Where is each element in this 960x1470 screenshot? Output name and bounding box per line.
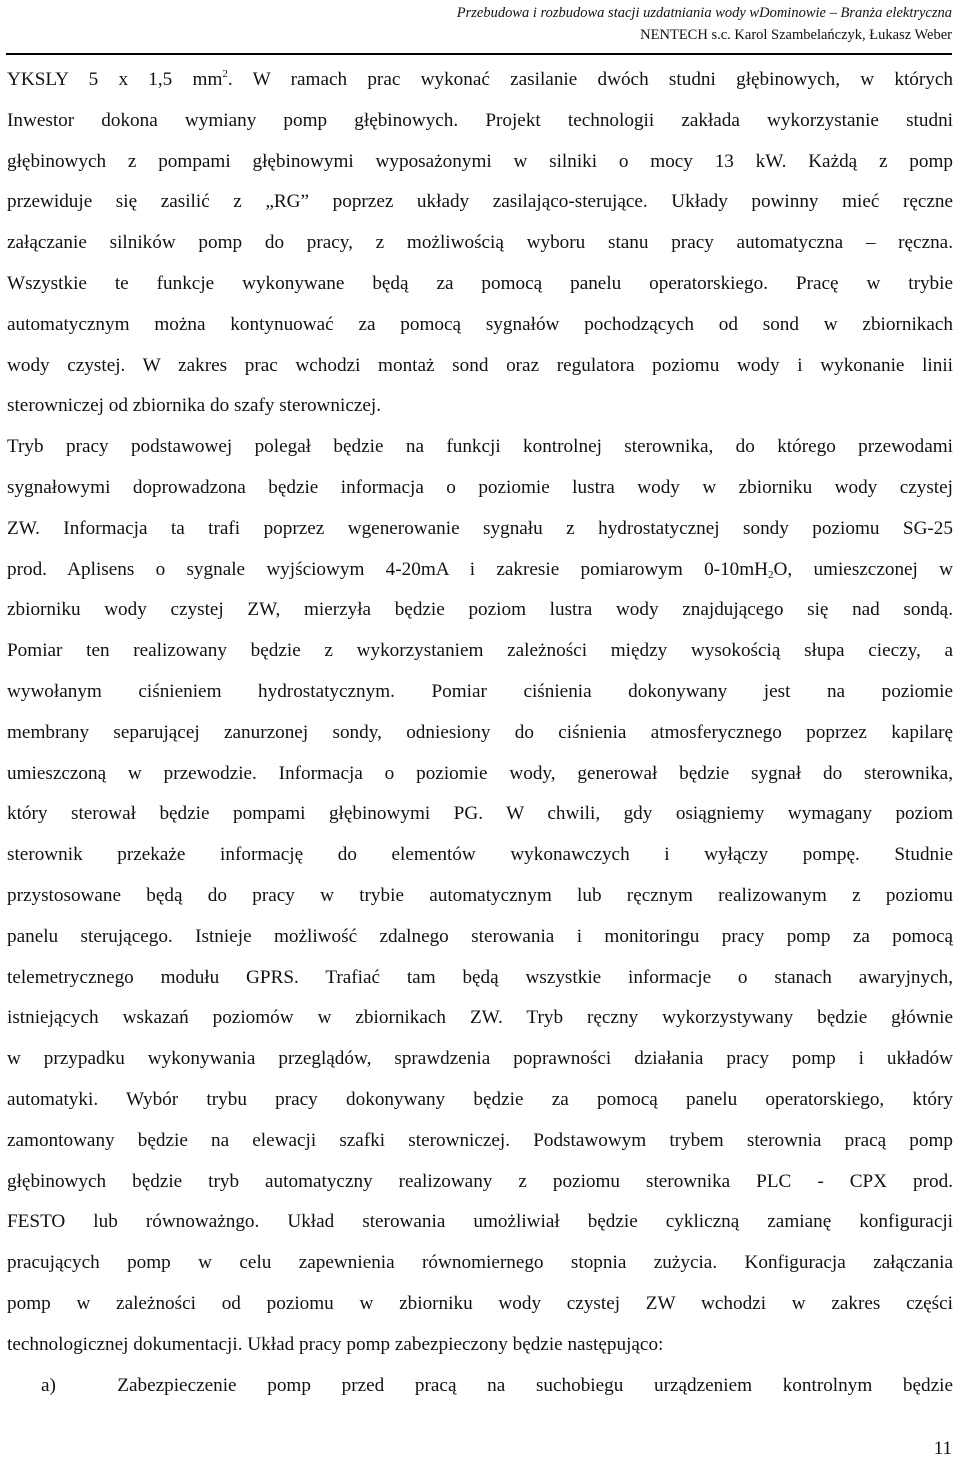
superscript: 2: [222, 68, 228, 80]
header-authors: NENTECH s.c. Karol Szambelańczyk, Łukasz Weber: [640, 27, 952, 43]
text-line: pracujących pomp w celu zapewnienia równomiernego stopnia zużycia. Konfiguracja załączania: [7, 1252, 953, 1274]
text-fragment: O, umieszczonej w: [773, 558, 953, 580]
subscript: 2: [768, 568, 774, 581]
text-line: [7, 60, 953, 101]
text-line: Wszystkie te funkcje wykonywane będą za pomocą panelu operatorskiego. Pracę w trybie: [7, 272, 953, 294]
text-line: sterownik przekaże informację do elementów wykonawczych i wyłączy pompę. Studnie: [7, 844, 953, 866]
text-line: telemetrycznego modułu GPRS. Trafiać tam będą wszystkie informacje o stanach awaryjnych,: [7, 966, 953, 988]
text-line: sygnałowymi doprowadzona będzie informacja o poziomie lustra wody w zbiorniku wody czystej: [7, 476, 953, 498]
text-line: ZW. Informacja ta trafi poprzez wgenerowanie sygnału z hydrostatycznej sondy poziomu SG-25: [7, 517, 953, 539]
text-line: automatycznym można kontynuować za pomocą sygnałów pochodzących od sond w zbiornikach: [7, 313, 953, 335]
text-line: zbiorniku wody czystej ZW, mierzyła będzie poziom lustra wody znajdującego się nad sondą.: [7, 599, 953, 621]
text-line: Inwestor dokona wymiany pomp głębinowych. Projekt technologii zakłada wykorzystanie studni: [7, 109, 953, 131]
page-number: 11: [933, 1438, 952, 1459]
text-line: w przypadku wykonywania przeglądów, sprawdzenia poprawności działania pracy pomp i układów: [7, 1048, 953, 1070]
text-line: pomp w zależności od poziomu w zbiorniku wody czystej ZW wchodzi w zakres części: [7, 1292, 953, 1314]
text-line: istniejących wskazań poziomów w zbiornikach ZW. Tryb ręczny wykorzystywany będzie głównie: [7, 1007, 953, 1029]
text-line: który sterował będzie pompami głębinowymi PG. W chwili, gdy osiągniemy wymagany poziom: [7, 803, 953, 825]
text-line: wywołanym ciśnieniem hydrostatycznym. Pomiar ciśnienia dokonywany jest na poziomie: [7, 680, 953, 702]
page-header: [0, 2, 952, 46]
text-line: FESTO lub równoważngo. Układ sterowania umożliwiał będzie cykliczną zamianę konfiguracji: [7, 1211, 953, 1233]
text-line: wody czystej. W zakres prac wchodzi montaż sond oraz regulatora poziomu wody i wykonanie linii: [7, 354, 953, 376]
text-line: zamontowany będzie na elewacji szafki sterowniczej. Podstawowym trybem sterownia pracą pomp: [7, 1129, 953, 1151]
text-line: technologicznej dokumentacji. Układ pracy pomp zabezpieczony będzie następująco:: [7, 1333, 664, 1355]
text-fragment: YKSLY 5 x 1,5 mm: [7, 69, 223, 90]
text-line: głębinowych będzie tryb automatyczny realizowany z poziomu sterownika PLC - CPX prod.: [7, 1170, 953, 1192]
text-line: umieszczoną w przewodzie. Informacja o poziomie wody, generował będzie sygnał do sterownika,: [7, 762, 953, 784]
text-line: przystosowane będą do pracy w trybie automatycznym lub ręcznym realizowanym z poziomu: [7, 884, 953, 906]
text-line: sterowniczej od zbiornika do szafy sterowniczej.: [7, 395, 382, 417]
text-line: membrany separującej zanurzonej sondy, odniesiony do ciśnienia atmosferycznego poprzez kapilarę: [7, 721, 953, 743]
text-line: panelu sterującego. Istnieje możliwość zdalnego sterowania i monitoringu pracy pomp za pomocą: [7, 925, 953, 947]
text-line: a) Zabezpieczenie pomp przed pracą na suchobiegu urządzeniem kontrolnym będzie: [41, 1374, 953, 1396]
text-line: głębinowych z pompami głębinowymi wyposażonymi w silniki o mocy 13 kW. Każdą z pomp: [7, 150, 953, 172]
header-divider: [6, 53, 952, 55]
text-fragment: . W ramach prac wykonać zasilanie dwóch studni głębinowych, w których: [227, 69, 953, 90]
text-line: załączanie silników pomp do pracy, z możliwością wyboru stanu pracy automatyczna – ręczna.: [7, 232, 953, 254]
text-fragment: prod. Aplisens o sygnale wyjściowym 4-20mA i zakresie pomiarowym 0-10mH: [7, 558, 769, 580]
text-line: automatyki. Wybór trybu pracy dokonywany będzie za pomocą panelu operatorskiego, który: [7, 1088, 953, 1110]
text-line: [7, 550, 953, 591]
body-text: [7, 60, 953, 1406]
text-line: Tryb pracy podstawowej polegał będzie na funkcji kontrolnej sterownika, do którego przewodami: [7, 436, 953, 458]
text-line: Pomiar ten realizowany będzie z wykorzystaniem zależności między wysokością słupa cieczy, a: [7, 640, 953, 662]
text-line: przewiduje się zasilić z „RG” poprzez układy zasilająco-sterujące. Układy powinny mieć ręczne: [7, 191, 953, 213]
header-title: Przebudowa i rozbudowa stacji uzdatniania wody wDominowie – Branża elektryczna: [456, 5, 952, 21]
